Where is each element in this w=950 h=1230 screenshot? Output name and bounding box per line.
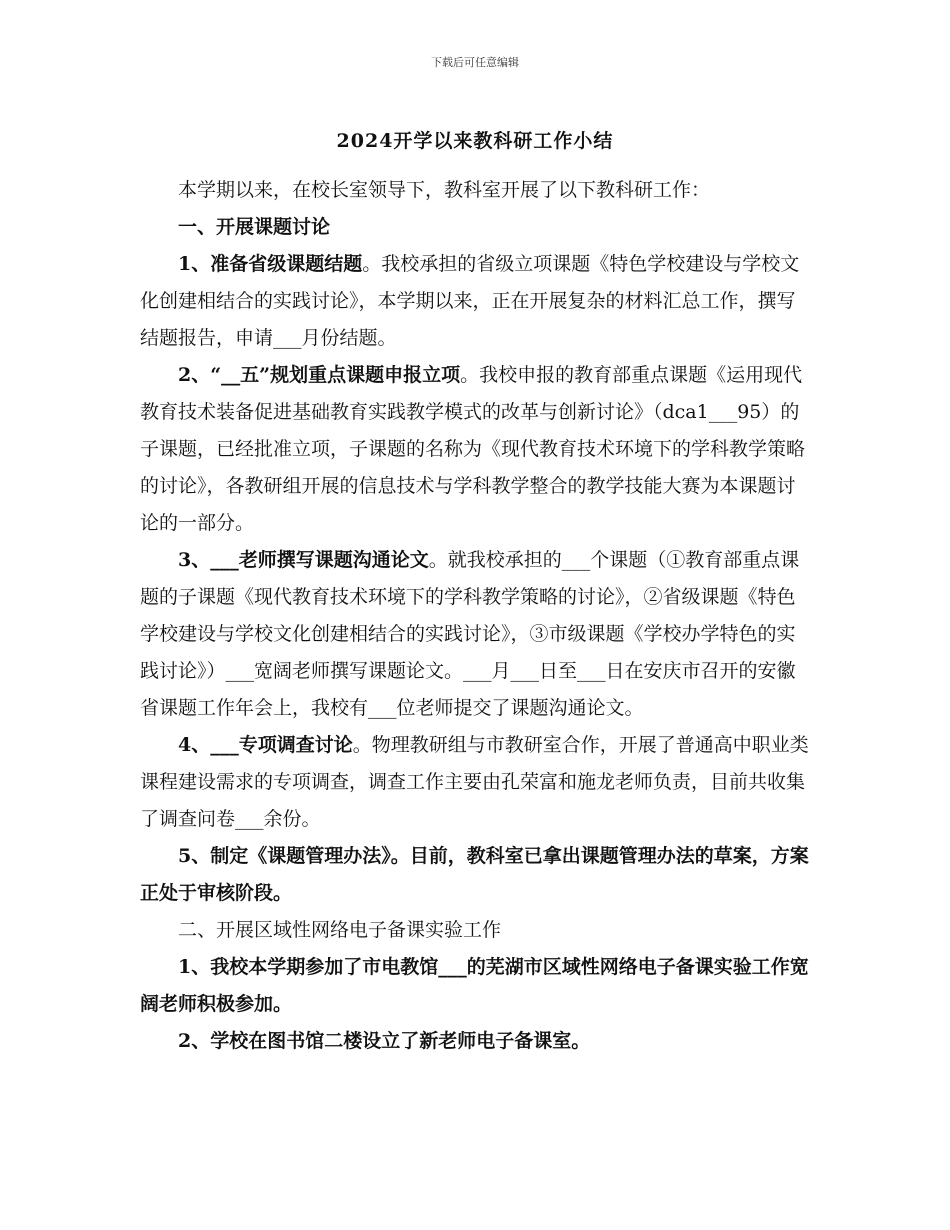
- section2-item-1-lead: 1、我校本学期参加了市电教馆: [178, 956, 439, 978]
- item-3-text: 。就我校承担的___个课题（①教育部重点课题的子课题《现代教育技术环境下的学科教学策略的讨论》，②省级课题《特色学校建设与学校文化创建相结合的实践讨论》，③市级课题《学校办学特色的实践讨论》）___宽阔老师撰写课题论文。___月___日至___日在安庆市召开的安徽省课题工作年会上，我校有___位老师提交了课题沟通论文。: [140, 549, 800, 719]
- item-1-lead: 1、准备省级课题结题: [178, 253, 363, 275]
- intro-paragraph: 本学期以来，在校长室领导下，教科室开展了以下教科研工作：: [178, 179, 711, 201]
- section-heading-1: 一、开展课题讨论: [178, 216, 331, 238]
- item-2-paragraph: [140, 357, 812, 542]
- item-3-lead-b: 老师撰写课题沟通论文: [238, 549, 429, 571]
- item-2-text: 。我校申报的教育部重点课题《运用现代教育技术装备促进基础教育实践教学模式的改革与创新讨论》（dca1___95）的子课题，已经批准立项，子课题的名称为《现代教育技术环境下的学科教学策略的讨论》，各教研组开展的信息技术与学科教学整合的教学技能大赛为本课题讨论的一部分。: [140, 364, 806, 534]
- document-body: [140, 172, 812, 1060]
- section2-item-2-paragraph: 2、学校在图书馆二楼设立了新老师电子备课室。: [178, 1030, 591, 1052]
- section2-item-1-paragraph: [140, 949, 812, 1023]
- item-4-lead-b: 专项调查讨论: [238, 734, 353, 756]
- page-title: 2024开学以来教科研工作小结: [336, 130, 614, 152]
- item-2-lead-b: 五”规划重点课题申报立项: [240, 364, 461, 386]
- item-1-text: 。我校承担的省级立项课题《特色学校建设与学校文化创建相结合的实践讨论》，本学期以来，正在开展复杂的材料汇总工作，撰写结题报告，申请___月份结题。: [140, 253, 800, 349]
- item-5-paragraph: 5、制定《课题管理办法》。目前，教科室已拿出课题管理办法的草案，方案正处于审核阶段。: [140, 845, 809, 904]
- item-2-lead-blank: __: [221, 364, 241, 386]
- item-2-lead-a: 2、“: [178, 364, 222, 386]
- section2-item-1-rest: 的芜湖市区域性网络电子备课实验工作宽阔老师积极参加。: [140, 956, 809, 1015]
- item-3-lead-blank: ___: [210, 549, 239, 571]
- item-1-paragraph: [140, 246, 812, 357]
- item-4-lead-a: 4、: [178, 734, 211, 756]
- item-4-paragraph: [140, 727, 812, 838]
- item-3-lead-a: 3、: [178, 549, 211, 571]
- header-note: 下载后可任意编辑: [431, 56, 519, 69]
- section2-item-1-blank: ___: [438, 956, 467, 978]
- item-4-lead-blank: ___: [210, 734, 239, 756]
- section-heading-2: 二、开展区域性网络电子备课实验工作: [178, 919, 502, 941]
- item-4-text: 。物理教研组与市教研室合作，开展了普通高中职业类课程建设需求的专项调查，调查工作主要由孔荣富和施龙老师负责，目前共收集了调查问卷___余份。: [140, 734, 809, 830]
- item-3-paragraph: [140, 542, 812, 727]
